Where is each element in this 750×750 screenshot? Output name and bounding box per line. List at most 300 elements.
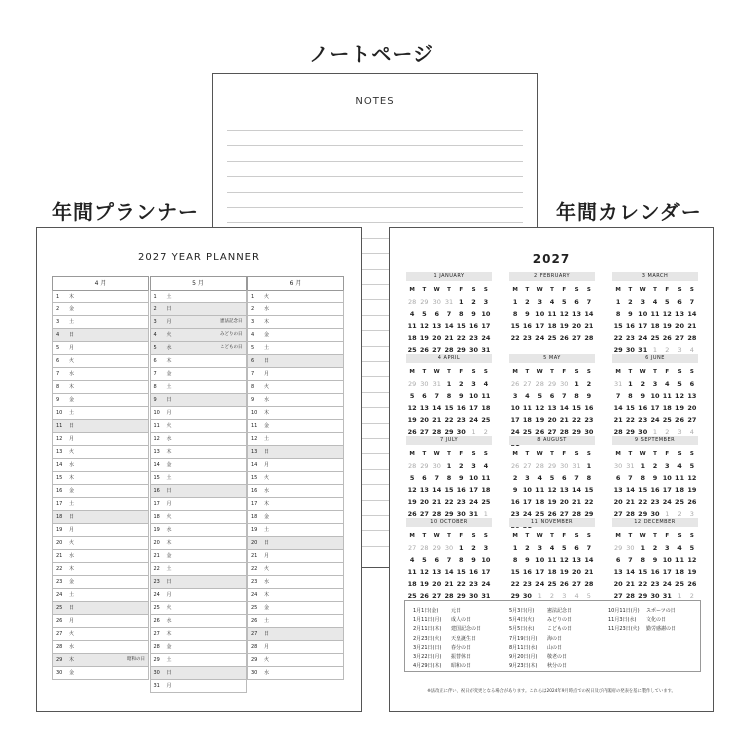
- planner-day-number: 12: [251, 436, 258, 442]
- holiday-date: 5月4日(火): [509, 617, 535, 624]
- calendar-weekday-label: F: [459, 369, 464, 375]
- calendar-month: [406, 354, 492, 438]
- calendar-weekday-label: T: [447, 287, 451, 293]
- planner-weekday: 日: [69, 423, 75, 429]
- calendar-day: 23: [456, 498, 466, 506]
- calendar-adjacent-day: 28: [535, 462, 544, 470]
- planner-day-number: 30: [251, 670, 258, 676]
- planner-day-row: [247, 576, 344, 589]
- calendar-day: 16: [638, 404, 648, 412]
- calendar-day: 30: [638, 428, 648, 436]
- calendar-day: 20: [613, 498, 623, 506]
- planner-day-number: 18: [153, 514, 160, 520]
- calendar-day: 3: [483, 298, 489, 306]
- calendar-adjacent-day: 28: [408, 462, 417, 470]
- calendar-weekday-label: M: [615, 451, 621, 457]
- planner-weekday: 水: [69, 644, 75, 650]
- holiday-item: [608, 616, 676, 625]
- planner-day-number: 8: [153, 384, 157, 390]
- calendar-day: 20: [687, 404, 697, 412]
- calendar-day: 6: [677, 298, 682, 306]
- planner-day-row: [150, 511, 247, 524]
- calendar-day: 23: [625, 334, 635, 342]
- notes-title: NOTES: [355, 96, 395, 107]
- planner-day-number: 1: [153, 294, 157, 300]
- calendar-weekday-label: S: [574, 287, 579, 293]
- planner-day-number: 15: [251, 475, 258, 481]
- calendar-day: 11: [535, 486, 545, 494]
- calendar-month: [612, 272, 698, 356]
- calendar-day: 13: [613, 568, 623, 576]
- calendar-adjacent-day: 31: [432, 380, 441, 388]
- calendar-day: 24: [510, 428, 520, 436]
- planner-day-number: 29: [153, 657, 160, 663]
- holiday-item: [509, 616, 572, 625]
- calendar-day: 26: [407, 510, 417, 518]
- planner-weekday: 水: [264, 397, 270, 403]
- calendar-weekday-label: S: [677, 533, 682, 539]
- calendar-adjacent-day: 30: [626, 544, 635, 552]
- holiday-date: 2月23日(火): [413, 635, 442, 642]
- calendar-adjacent-day: 2: [549, 592, 555, 600]
- calendar-day: 4: [483, 462, 489, 470]
- calendar-day: 31: [481, 346, 491, 354]
- planner-day-row: [150, 446, 247, 459]
- calendar-day: 7: [446, 310, 452, 318]
- calendar-day: 3: [665, 544, 670, 552]
- calendar-day: 19: [407, 498, 417, 506]
- holiday-item: [413, 653, 481, 662]
- calendar-day: 18: [535, 498, 545, 506]
- calendar-day: 10: [535, 556, 545, 564]
- planner-weekday: 火: [264, 475, 270, 481]
- calendar-weekday-label: M: [409, 287, 415, 293]
- planner-weekday: 日: [264, 449, 270, 455]
- planner-day-number: 9: [153, 397, 157, 403]
- calendar-adjacent-day: 27: [523, 462, 532, 470]
- calendar-day: 27: [613, 510, 623, 518]
- planner-day-row: [247, 524, 344, 537]
- planner-day-number: 17: [56, 501, 63, 507]
- planner-weekday: 土: [69, 410, 75, 416]
- planner-day-number: 18: [56, 514, 63, 520]
- calendar-weekday-label: T: [447, 369, 451, 375]
- planner-weekday: 火: [264, 566, 270, 572]
- calendar-day: 25: [407, 346, 417, 354]
- planner-day-number: 7: [251, 371, 255, 377]
- calendar-weekday-label: S: [483, 369, 488, 375]
- calendar-adjacent-day: 29: [408, 380, 417, 388]
- calendar-day: 27: [432, 592, 442, 600]
- planner-day-number: 10: [153, 410, 160, 416]
- calendar-day: 25: [547, 334, 557, 342]
- calendar-day: 20: [419, 498, 429, 506]
- planner-day-number: 19: [153, 527, 160, 533]
- calendar-adjacent-day: 3: [689, 510, 694, 518]
- calendar-month: [612, 436, 698, 520]
- calendar-day: 15: [510, 568, 520, 576]
- planner-weekday: 月: [69, 436, 75, 442]
- calendar-day: 21: [625, 498, 635, 506]
- calendar-day: 29: [456, 592, 466, 600]
- calendar-day: 26: [547, 510, 557, 518]
- calendar-day: 9: [459, 474, 464, 482]
- planner-weekday: 日: [264, 631, 270, 637]
- holiday-name: 昭和の日: [451, 663, 472, 670]
- calendar-weekday-label: W: [433, 451, 440, 457]
- calendar-day: 22: [638, 498, 648, 506]
- calendar-weekday-label: S: [677, 287, 682, 293]
- planner-day-row: [52, 472, 149, 485]
- holiday-name: 元日: [451, 608, 462, 614]
- planner-day-row: [150, 290, 247, 303]
- calendar-day: 2: [525, 544, 530, 552]
- planner-day-number: 9: [251, 397, 255, 403]
- planner-weekday: 土: [166, 475, 172, 481]
- calendar-day: 3: [652, 380, 658, 388]
- planner-day-row: [52, 524, 149, 537]
- planner-day-row: [52, 511, 149, 524]
- calendar-day: 5: [409, 392, 415, 400]
- calendar-weekday-label: T: [447, 451, 451, 457]
- calendar-adjacent-day: 29: [614, 544, 623, 552]
- planner-day-number: 11: [153, 423, 160, 429]
- planner-day-row: [150, 628, 247, 641]
- planner-day-row: [52, 498, 149, 511]
- calendar-day: 28: [572, 510, 582, 518]
- planner-day-row: [52, 316, 149, 329]
- calendar-day: 5: [689, 462, 695, 470]
- calendar-day: 25: [481, 416, 491, 424]
- calendar-day: 9: [586, 392, 592, 400]
- calendar-day: 7: [628, 556, 633, 564]
- planner-day-number: 3: [251, 319, 255, 325]
- planner-day-row: [52, 667, 149, 680]
- planner-day-number: 30: [153, 670, 160, 676]
- calendar-adjacent-day: 28: [420, 544, 429, 552]
- calendar-day: 1: [628, 380, 633, 388]
- planner-day-row: [150, 550, 247, 563]
- calendar-day: 16: [522, 322, 532, 330]
- calendar-day: 6: [434, 310, 439, 318]
- calendar-day: 20: [547, 416, 557, 424]
- planner-day-row: [52, 550, 149, 563]
- calendar-adjacent-day: 31: [572, 462, 581, 470]
- notes-page-label: ノートページ: [309, 42, 434, 66]
- planner-weekday: 金: [166, 553, 172, 559]
- calendar-day: 26: [662, 334, 672, 342]
- planner-month-header: 4 月: [52, 276, 149, 290]
- calendar-day: 22: [510, 334, 520, 342]
- calendar-day: 22: [444, 416, 454, 424]
- calendar-weekday-label: S: [483, 533, 488, 539]
- planner-day-number: 16: [153, 488, 160, 494]
- calendar-day: 29: [625, 428, 635, 436]
- holiday-item: [413, 616, 481, 625]
- holiday-date: 4月29日(木): [413, 663, 442, 670]
- calendar-day: 11: [481, 474, 491, 482]
- planner-weekday: 木: [69, 475, 75, 481]
- planner-weekday: 金: [69, 306, 75, 312]
- planner-weekday: 水: [69, 371, 75, 377]
- calendar-day: 2: [471, 298, 476, 306]
- holiday-date: 5月5日(水): [509, 626, 535, 633]
- planner-day-number: 4: [153, 332, 157, 338]
- calendar-weekday-label: F: [665, 451, 670, 457]
- note-line: [227, 192, 523, 193]
- planner-day-row: [247, 381, 344, 394]
- calendar-day: 6: [574, 544, 579, 552]
- planner-day-number: 14: [251, 462, 258, 468]
- calendar-day: 31: [638, 346, 648, 354]
- calendar-day: 20: [572, 322, 582, 330]
- holiday-item: [608, 625, 676, 634]
- calendar-day: 3: [512, 392, 518, 400]
- calendar-day: 27: [419, 510, 429, 518]
- planner-weekday: 土: [264, 345, 270, 351]
- planner-day-number: 20: [153, 540, 160, 546]
- calendar-day: 18: [407, 334, 417, 342]
- planner-month-column: [150, 276, 247, 693]
- calendar-day-grid: [406, 530, 492, 602]
- calendar-day: 21: [625, 580, 635, 588]
- planner-day-number: 23: [251, 579, 258, 585]
- calendar-day: 17: [510, 416, 520, 424]
- planner-title: 2027 YEAR PLANNER: [138, 252, 260, 263]
- planner-day-number: 27: [153, 631, 160, 637]
- calendar-day: 3: [525, 474, 530, 482]
- calendar-day: 23: [469, 580, 479, 588]
- planner-day-row: [52, 407, 149, 420]
- planner-day-row: [52, 641, 149, 654]
- calendar-day: 20: [613, 580, 623, 588]
- calendar-weekday-label: W: [639, 369, 646, 375]
- planner-weekday: 月: [166, 592, 172, 598]
- planner-day-number: 15: [153, 475, 160, 481]
- calendar-day: 3: [483, 544, 489, 552]
- planner-day-row: [52, 615, 149, 628]
- calendar-day: 12: [407, 486, 417, 494]
- calendar-day: 24: [535, 580, 545, 588]
- calendar-adjacent-day: 30: [432, 298, 441, 306]
- calendar-weekday-label: M: [409, 533, 415, 539]
- planner-weekday: 火: [264, 384, 270, 390]
- calendar-day: 28: [625, 592, 635, 600]
- calendar-day: 4: [409, 556, 415, 564]
- planner-day-row: [247, 472, 344, 485]
- calendar-weekday-label: W: [536, 533, 543, 539]
- calendar-day: 15: [444, 486, 454, 494]
- planner-day-row: [52, 290, 149, 303]
- calendar-month-header: 3 MARCH: [612, 272, 698, 281]
- planner-day-row: [150, 602, 247, 615]
- planner-weekday: 土: [166, 384, 172, 390]
- holiday-name: 敬老の日: [547, 653, 568, 660]
- calendar-day: 2: [586, 380, 592, 388]
- calendar-weekday-label: T: [628, 369, 633, 375]
- calendar-day: 4: [677, 544, 682, 552]
- calendar-day: 13: [559, 486, 569, 494]
- calendar-day: 30: [456, 428, 466, 436]
- calendar-day: 30: [469, 592, 479, 600]
- calendar-day: 1: [574, 380, 579, 388]
- calendar-day: 5: [422, 556, 427, 564]
- holiday-name: 勤労感謝の日: [646, 626, 677, 633]
- holiday-item: [413, 625, 481, 634]
- planner-weekday: 水: [166, 527, 172, 533]
- calendar-weekday-label: S: [574, 533, 579, 539]
- calendar-day: 12: [559, 556, 569, 564]
- calendar-day: 1: [512, 298, 518, 306]
- calendar-weekday-label: M: [615, 533, 621, 539]
- calendar-day: 23: [584, 416, 594, 424]
- calendar-weekday-label: W: [536, 369, 543, 375]
- planner-day-row: [52, 485, 149, 498]
- calendar-day: 2: [471, 544, 476, 552]
- planner-day-row: [150, 615, 247, 628]
- calendar-day: 15: [613, 322, 623, 330]
- calendar-day: 12: [687, 556, 697, 564]
- calendar-day: 13: [572, 310, 582, 318]
- planner-weekday: 金: [69, 397, 75, 403]
- planner-day-row: [150, 680, 247, 693]
- calendar-weekday-label: S: [586, 369, 591, 375]
- calendar-weekday-label: W: [639, 451, 646, 457]
- calendar-day: 22: [584, 498, 594, 506]
- planner-day-number: 9: [56, 397, 60, 403]
- holiday-name: 秋分の日: [547, 663, 568, 670]
- planner-day-row: [150, 641, 247, 654]
- planner-day-row: [52, 433, 149, 446]
- calendar-day: 10: [522, 486, 532, 494]
- calendar-day: 11: [547, 310, 557, 318]
- calendar-weekday-label: S: [689, 451, 694, 457]
- planner-day-row: [247, 394, 344, 407]
- planner-day-number: 21: [251, 553, 258, 559]
- calendar-day: 1: [446, 380, 452, 388]
- calendar-day: 20: [572, 568, 582, 576]
- planner-day-number: 21: [153, 553, 160, 559]
- calendar-month: [406, 518, 492, 602]
- holiday-name: 海の日: [547, 635, 563, 642]
- calendar-day: 6: [574, 298, 579, 306]
- calendar-day: 28: [584, 334, 594, 342]
- planner-day-row: [52, 446, 149, 459]
- holiday-name: こどもの日: [547, 626, 573, 633]
- planner-weekday: 日: [264, 358, 270, 364]
- planner-weekday: 火: [264, 657, 270, 663]
- planner-day-number: 20: [56, 540, 63, 546]
- calendar-day: 2: [459, 380, 464, 388]
- calendar-day: 9: [471, 556, 476, 564]
- calendar-adjacent-day: 2: [665, 428, 670, 436]
- planner-weekday: 木: [264, 410, 270, 416]
- holiday-date: 3月21日(日): [413, 644, 442, 651]
- calendar-day: 19: [662, 322, 672, 330]
- calendar-adjacent-day: 1: [665, 510, 670, 518]
- calendar-day: 4: [525, 392, 530, 400]
- calendar-day: 4: [652, 298, 658, 306]
- calendar-weekday-label: S: [677, 369, 682, 375]
- calendar-day: 27: [687, 416, 697, 424]
- calendar-day: 9: [525, 556, 530, 564]
- calendar-day: 29: [572, 428, 582, 436]
- calendar-adjacent-day: 29: [432, 544, 441, 552]
- planner-day-row: [150, 667, 247, 680]
- planner-weekday: 金: [264, 605, 270, 611]
- planner-day-row: [247, 329, 344, 342]
- planner-holiday-name: みどりの日: [220, 332, 243, 337]
- planner-weekday: 水: [69, 553, 75, 559]
- calendar-day: 2: [652, 462, 658, 470]
- planner-day-row: [247, 654, 344, 667]
- planner-day-number: 23: [153, 579, 160, 585]
- planner-day-number: 7: [56, 371, 60, 377]
- planner-day-row: [247, 290, 344, 303]
- planner-day-number: 27: [56, 631, 63, 637]
- calendar-day: 14: [613, 404, 623, 412]
- planner-day-row: [150, 485, 247, 498]
- planner-weekday: 水: [166, 345, 172, 351]
- planner-day-row: [150, 303, 247, 316]
- calendar-day: 25: [662, 416, 672, 424]
- note-line: [227, 207, 523, 208]
- planner-weekday: 金: [264, 423, 270, 429]
- calendar-day: 14: [559, 404, 569, 412]
- calendar-day: 22: [456, 334, 466, 342]
- planner-day-number: 28: [251, 644, 258, 650]
- calendar-day: 14: [432, 486, 442, 494]
- holiday-item: [509, 653, 572, 662]
- planner-weekday: 日: [69, 332, 75, 338]
- calendar-weekday-label: T: [653, 533, 657, 539]
- calendar-day: 4: [677, 462, 682, 470]
- planner-weekday: 月: [166, 410, 172, 416]
- calendar-day: 13: [432, 322, 442, 330]
- calendar-day: 12: [547, 486, 557, 494]
- calendar-day: 28: [444, 592, 454, 600]
- planner-day-number: 6: [56, 358, 60, 364]
- calendar-month-header: 2 FEBRUARY: [509, 272, 595, 281]
- calendar-day: 28: [432, 428, 442, 436]
- calendar-day: 10: [638, 310, 648, 318]
- calendar-day: 21: [613, 416, 623, 424]
- calendar-adjacent-day: 29: [420, 298, 429, 306]
- calendar-weekday-label: T: [550, 287, 554, 293]
- calendar-weekday-label: W: [639, 287, 646, 293]
- planner-day-row: [247, 628, 344, 641]
- planner-day-row: [247, 407, 344, 420]
- calendar-month: [612, 354, 698, 438]
- calendar-weekday-label: S: [586, 451, 591, 457]
- note-line: [227, 161, 523, 162]
- planner-day-row: [247, 641, 344, 654]
- calendar-day: 29: [584, 510, 594, 518]
- planner-day-number: 19: [251, 527, 258, 533]
- planner-day-number: 5: [153, 345, 157, 351]
- calendar-day: 26: [419, 346, 429, 354]
- planner-weekday: 木: [166, 540, 172, 546]
- calendar-day: 25: [650, 334, 660, 342]
- calendar-day: 17: [662, 486, 672, 494]
- calendar-weekday-label: M: [409, 369, 415, 375]
- calendar-weekday-label: M: [615, 369, 621, 375]
- planner-day-row: [52, 342, 149, 355]
- planner-day-number: 16: [56, 488, 63, 494]
- calendar-day-grid: [406, 284, 492, 356]
- planner-weekday: 月: [166, 501, 172, 507]
- calendar-day: 10: [510, 404, 520, 412]
